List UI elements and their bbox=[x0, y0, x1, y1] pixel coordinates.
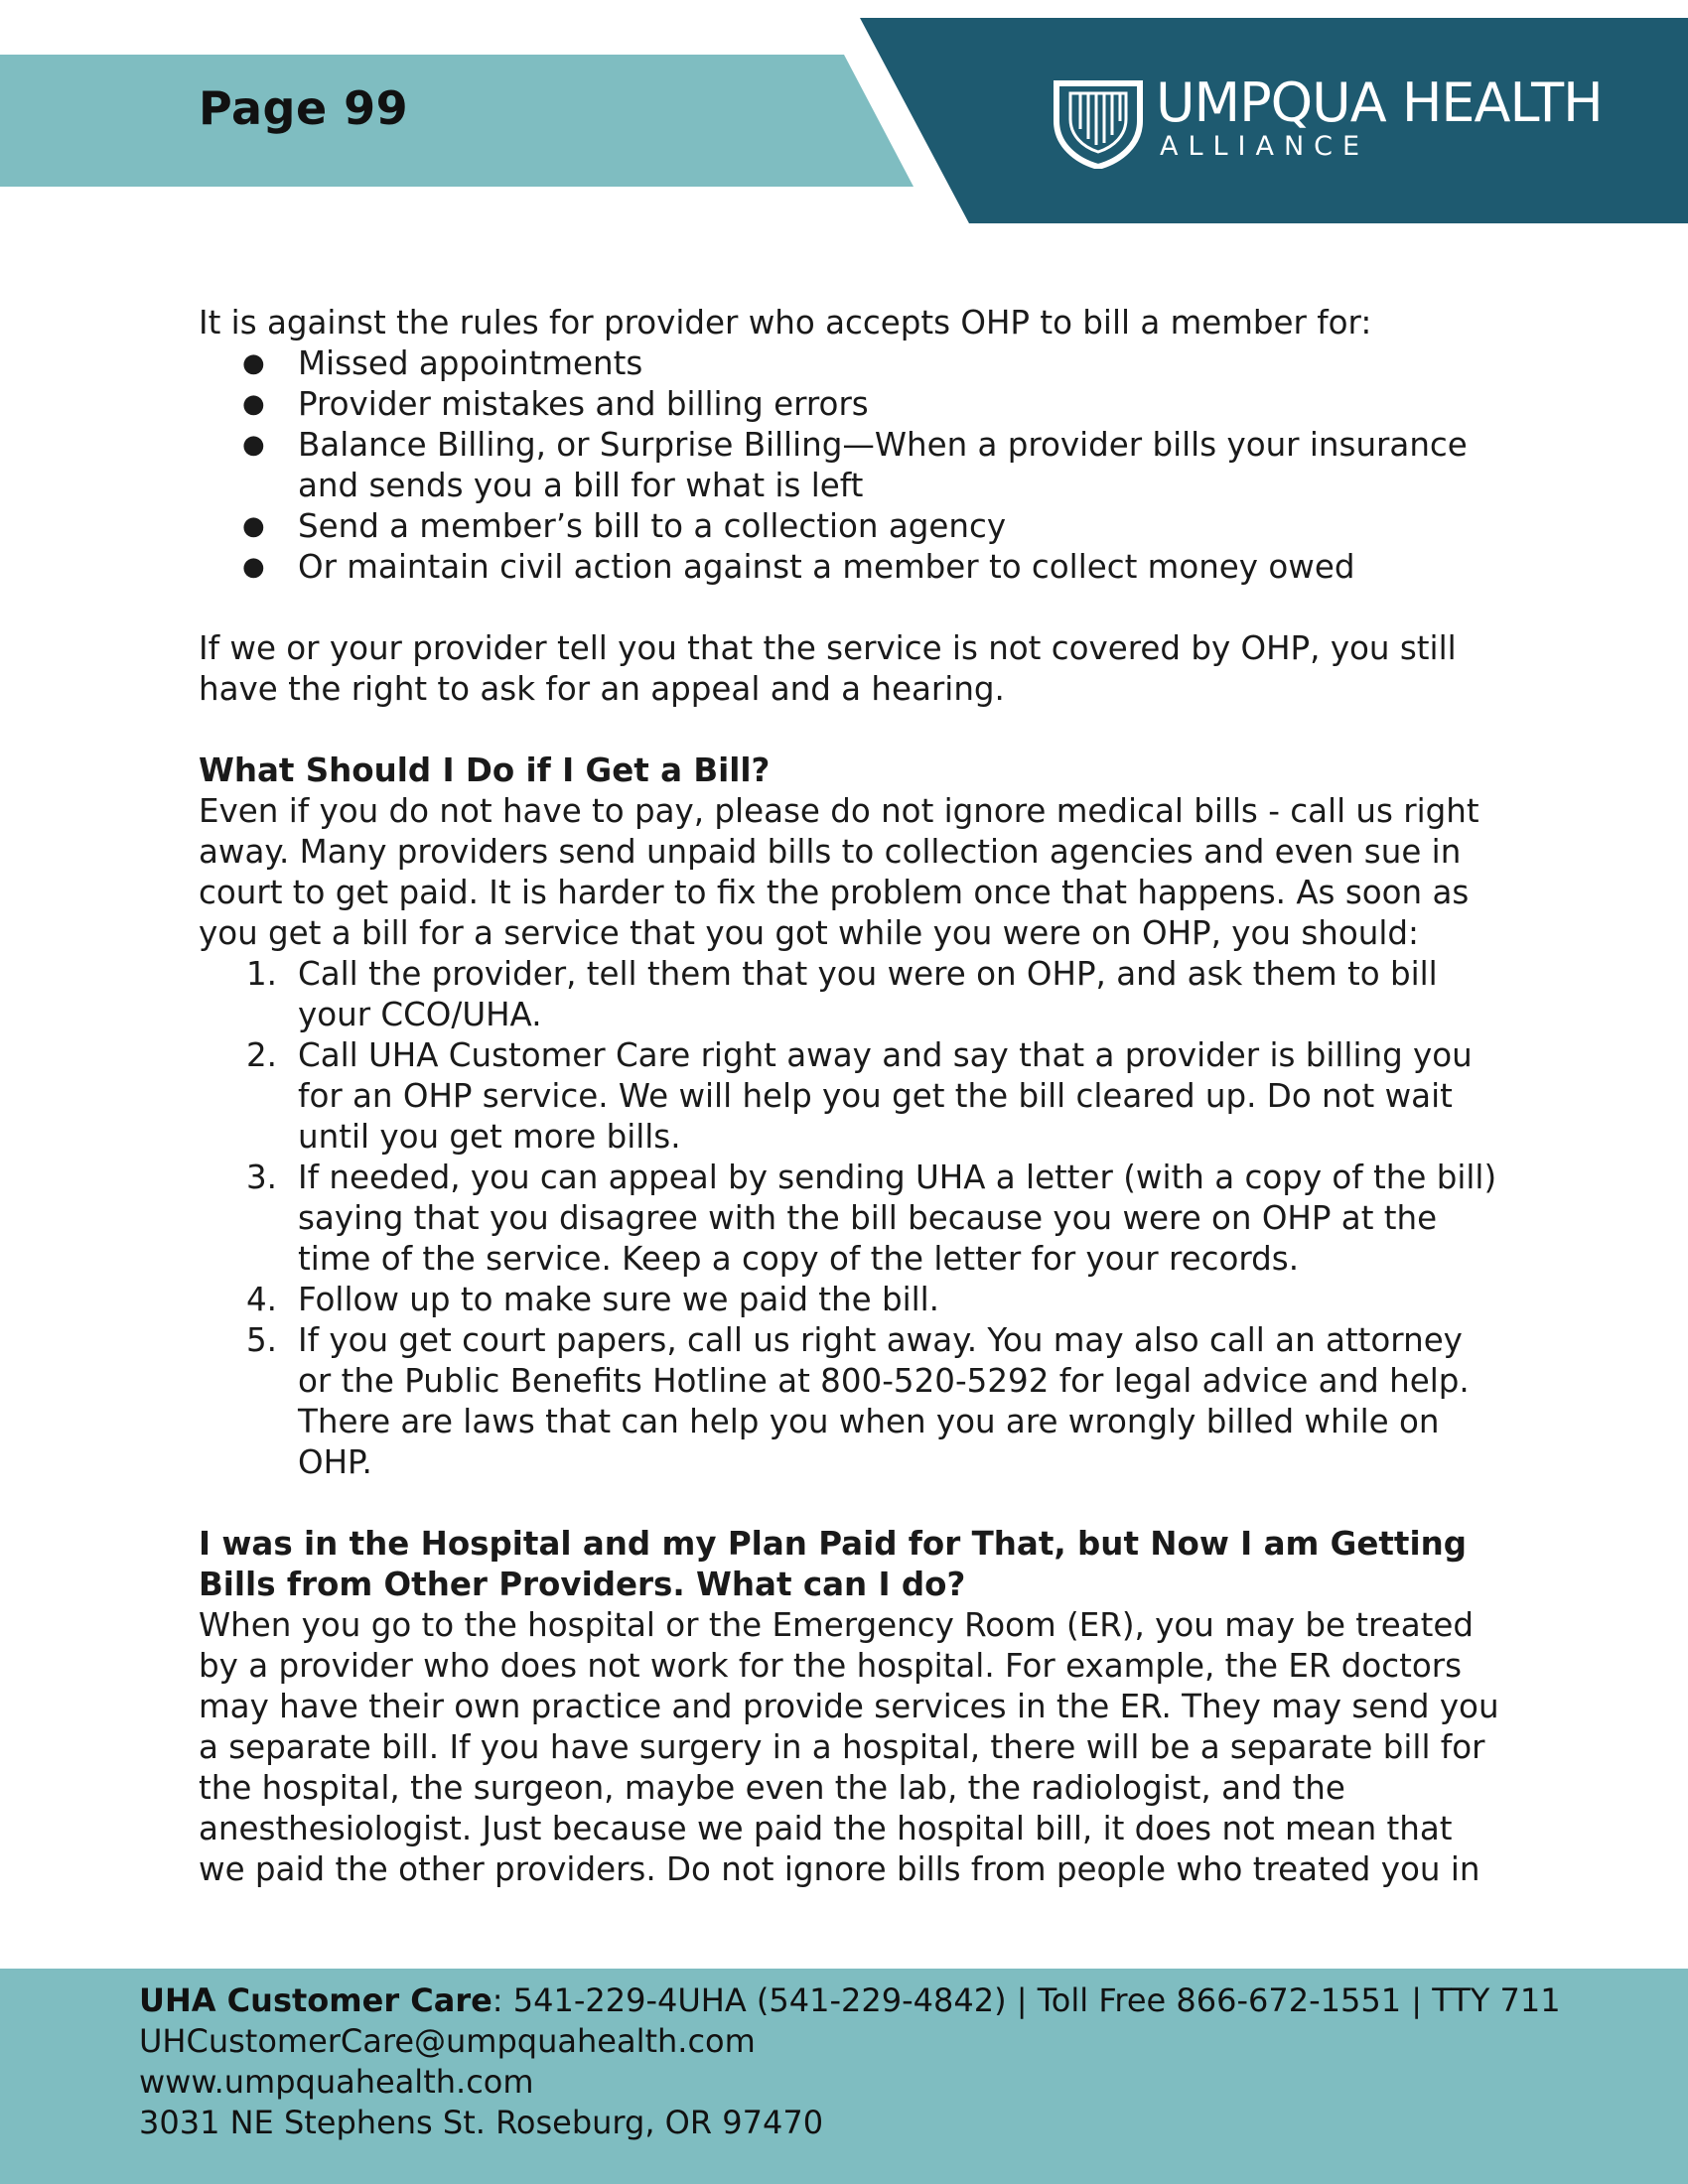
intro-text: It is against the rules for provider who accepts OHP to bill a member for: bbox=[199, 304, 1372, 341]
list-item: ● Missed appointments bbox=[242, 344, 643, 382]
document-body bbox=[199, 303, 1499, 1890]
footer-band bbox=[0, 1969, 1688, 2184]
umpqua-health-logo bbox=[1049, 69, 1644, 179]
section-body-get-a-bill: Even if you do not have to pay, please do not ignore medical bills - call us right away. Many providers send unpaid bills to collection agencies and even sue in court to get paid. It is harder to fix the problem once that happens. As soon as you get a bill for a service that you got while you were on OHP, you should: bbox=[199, 792, 1479, 952]
appeal-paragraph: If we or your provider tell you that the service is not covered by OHP, you still have the right to ask for an appeal and a hearing. bbox=[199, 629, 1457, 708]
bill-steps-list bbox=[199, 954, 1499, 1483]
shield-logo-icon bbox=[1049, 69, 1148, 169]
list-item: 5. If you get court papers, call us right away. You may also call an attorney or the Public Benefits Hotline at 800-520-5292 for legal advice and help. There are laws that can help you when you are wrongly billed while on OHP. bbox=[246, 1321, 1470, 1481]
section-heading-hospital-bills: I was in the Hospital and my Plan Paid for That, but Now I am Getting Bills from Other Providers. What can I do? bbox=[199, 1525, 1468, 1603]
footer-website[interactable]: www.umpquahealth.com bbox=[139, 2063, 534, 2101]
list-item: ● Send a member’s bill to a collection agency bbox=[242, 507, 1007, 545]
page-title: Page 99 bbox=[199, 81, 409, 135]
list-item: 1. Call the provider, tell them that you were on OHP, and ask them to bill your CCO/UHA. bbox=[246, 955, 1438, 1033]
section-body-hospital-bills: When you go to the hospital or the Emergency Room (ER), you may be treated by a provider who does not work for the hospital. For example, the ER doctors may have their own practice and provide services in the ER. They may send you a separate bill. If you have surgery in a hospital, there will be a separate bill for the hospital, the surgeon, maybe even the lab, the radiologist, and the anesthesiologist. Just because we paid the hospital bill, it does not mean that we paid the other providers. Do not ignore bills from people who treated you in bbox=[199, 1606, 1499, 1888]
bullet-icon: ● bbox=[242, 348, 265, 378]
bullet-icon: ● bbox=[242, 430, 265, 460]
section-heading-get-a-bill: What Should I Do if I Get a Bill? bbox=[199, 751, 771, 789]
bullet-icon: ● bbox=[242, 511, 265, 541]
list-item: ● Balance Billing, or Surprise Billing—When a provider bills your insurance and sends you a bill for what is left bbox=[242, 426, 1468, 504]
list-item: ● Or maintain civil action against a member to collect money owed bbox=[242, 548, 1355, 586]
footer-email[interactable]: UHCustomerCare@umpquahealth.com bbox=[139, 2022, 756, 2060]
footer-contact bbox=[139, 1980, 1561, 2143]
logo-subtitle: ALLIANCE bbox=[1160, 131, 1370, 162]
bullet-icon: ● bbox=[242, 389, 265, 419]
list-item: 2. Call UHA Customer Care right away and say that a provider is billing you for an OHP service. We will help you get the bill cleared up. Do not wait until you get more bills. bbox=[246, 1036, 1473, 1156]
footer-phones: : 541-229-4UHA (541-229-4842) | Toll Free 866-672-1551 | TTY 711 bbox=[492, 1981, 1561, 2019]
footer-address: 3031 NE Stephens St. Roseburg, OR 97470 bbox=[139, 2104, 824, 2141]
footer-phone-line bbox=[139, 1980, 1561, 2021]
footer-label: UHA Customer Care bbox=[139, 1981, 492, 2019]
list-item: 4. Follow up to make sure we paid the bill. bbox=[246, 1281, 940, 1318]
logo-wordmark: UMPQUA HEALTH bbox=[1156, 71, 1603, 134]
list-item: 3. If needed, you can appeal by sending UHA a letter (with a copy of the bill) saying that you disagree with the bill because you were on OHP at the time of the service. Keep a copy of the letter for your records. bbox=[246, 1159, 1497, 1278]
list-item: ● Provider mistakes and billing errors bbox=[242, 385, 869, 423]
header-band bbox=[0, 55, 914, 187]
prohibited-billing-list bbox=[199, 343, 1499, 588]
bullet-icon: ● bbox=[242, 552, 265, 582]
